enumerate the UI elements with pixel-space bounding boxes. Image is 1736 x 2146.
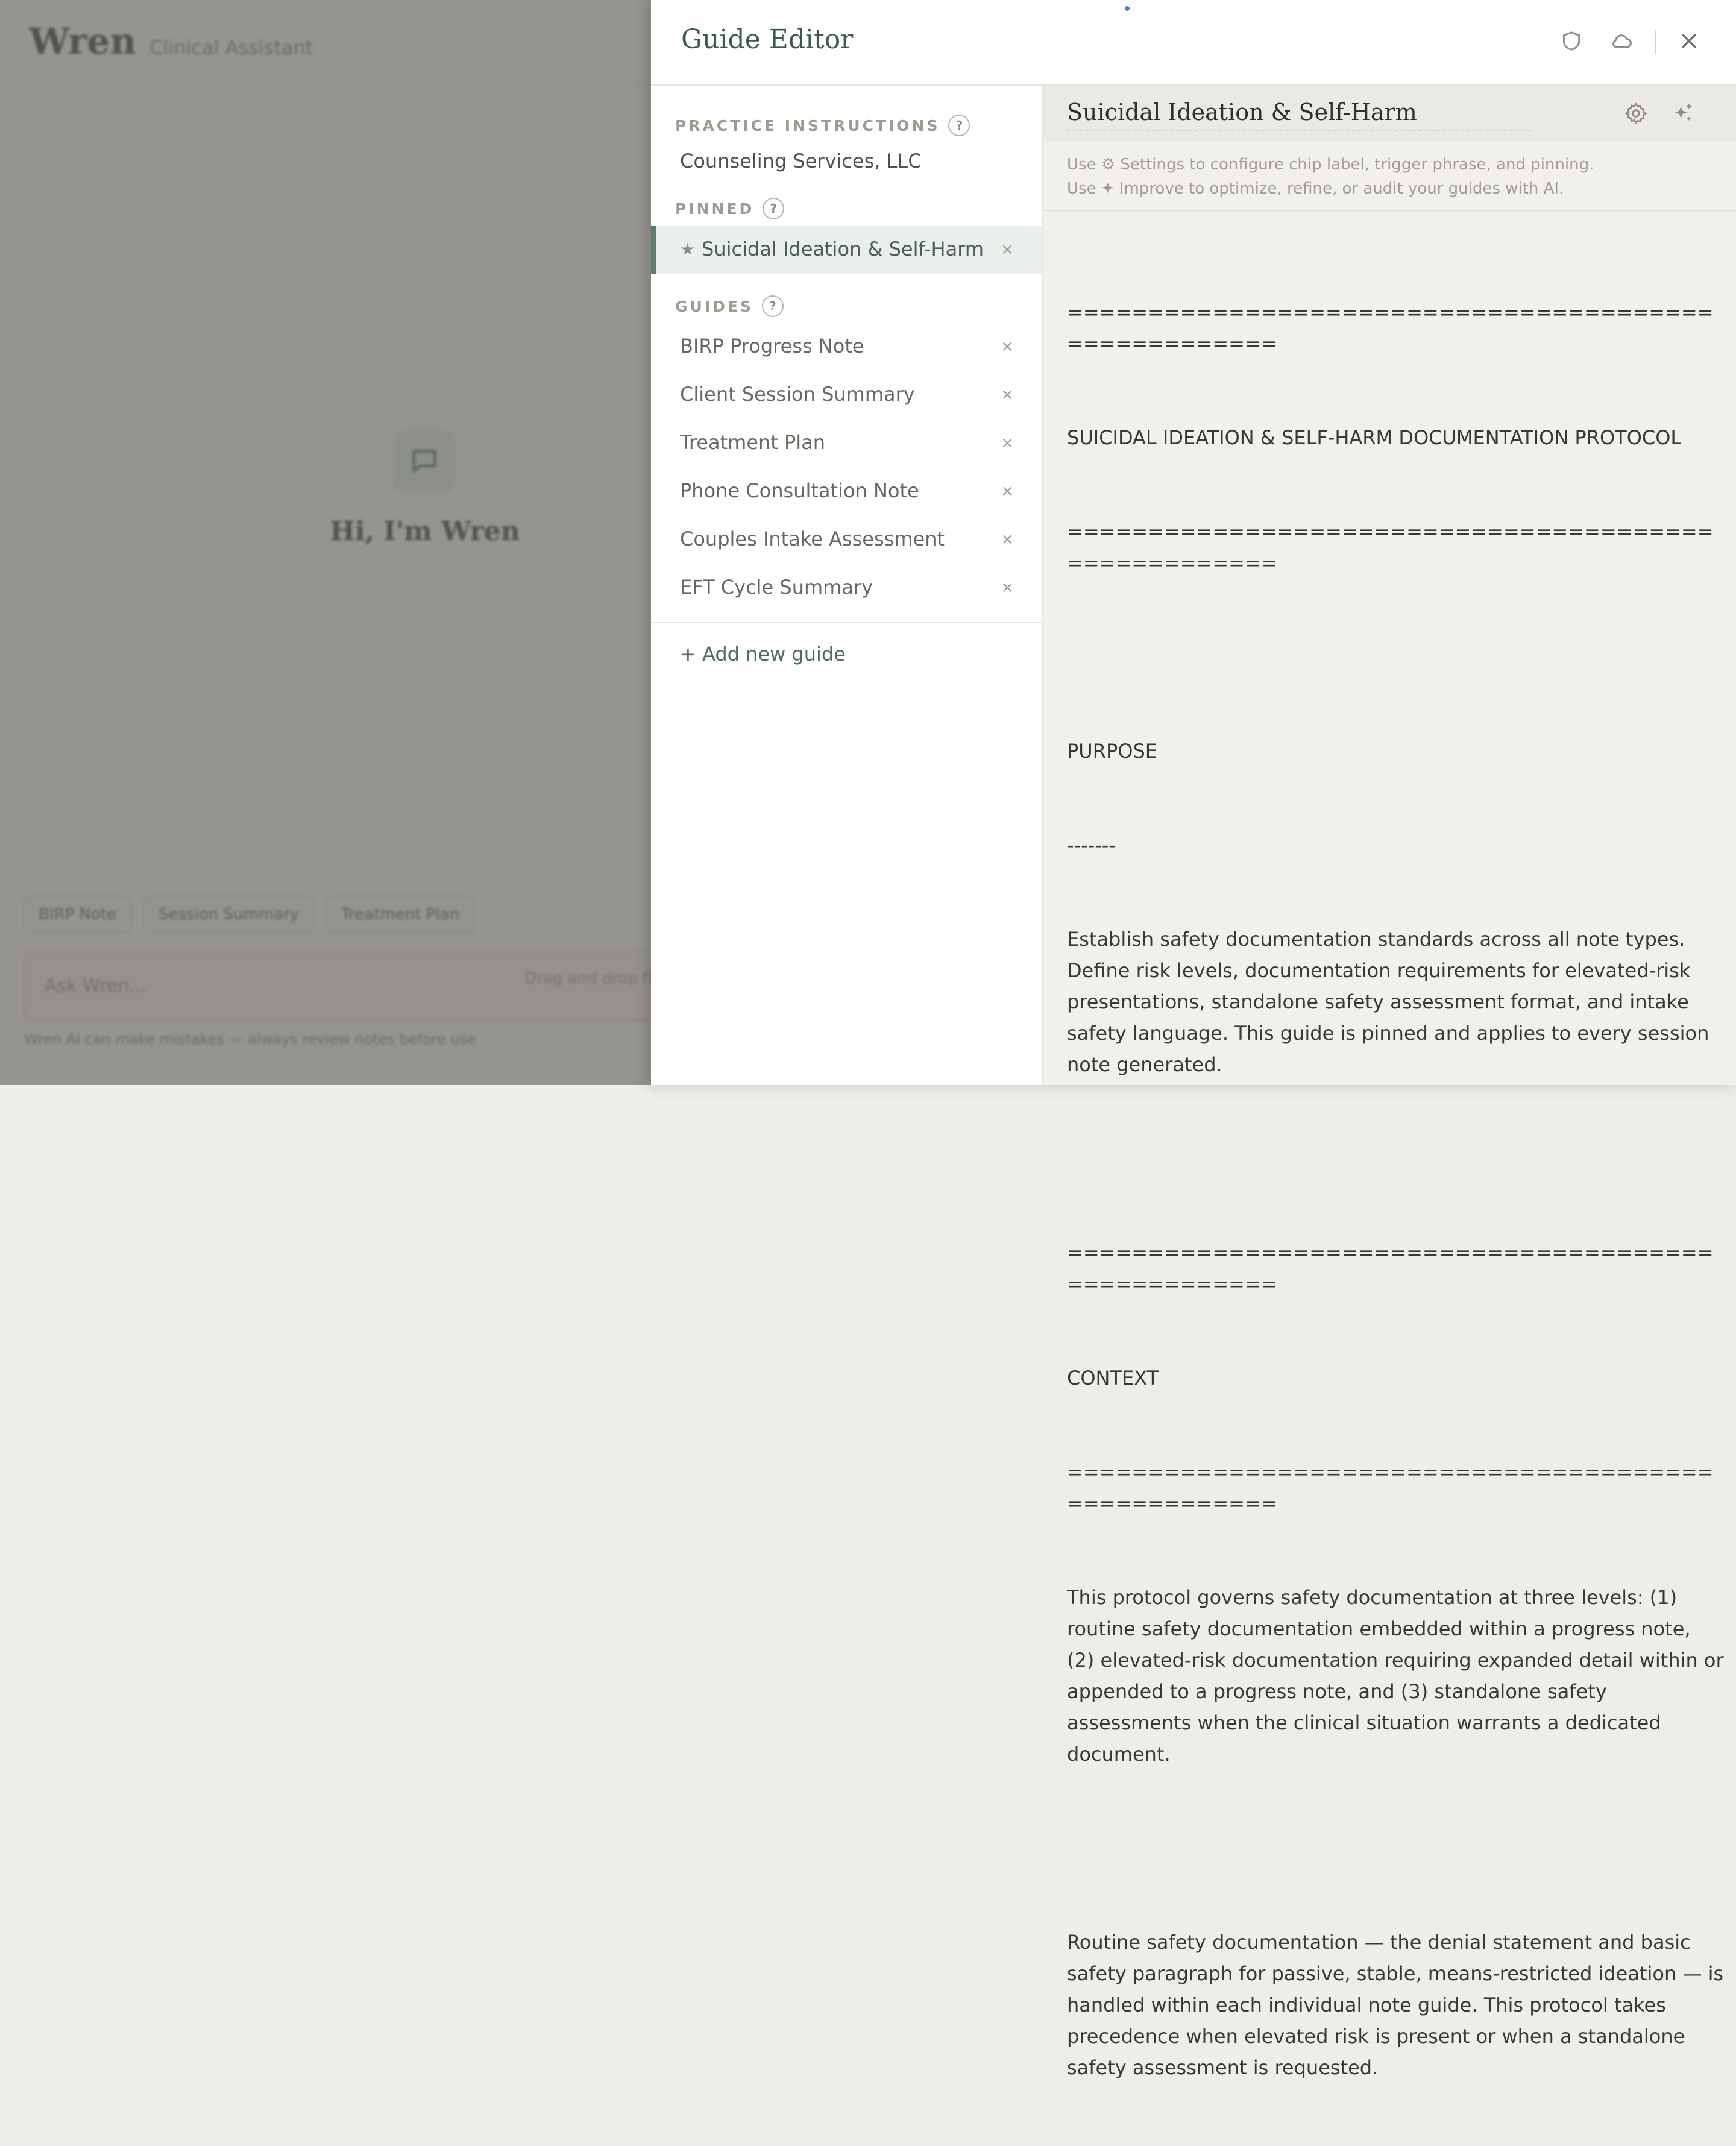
pinned-label xyxy=(675,198,784,219)
pinned-guide-label: Suicidal Ideation & Self-Harm xyxy=(702,238,984,260)
guide-item[interactable] xyxy=(651,323,1042,371)
panel-title: Guide Editor xyxy=(681,24,854,55)
guide-item-label: Client Session Summary xyxy=(680,383,915,406)
panel-header xyxy=(651,0,1736,86)
settings-button[interactable] xyxy=(1619,98,1653,131)
guides-text: GUIDES xyxy=(675,297,753,315)
remove-icon[interactable]: × xyxy=(1001,482,1014,500)
practice-instructions-text: PRACTICE INSTRUCTIONS xyxy=(675,116,940,134)
practice-instructions-label xyxy=(675,115,970,136)
guide-item[interactable] xyxy=(651,564,1042,612)
pinned-guide-item[interactable] xyxy=(651,226,1042,274)
context-text: This protocol governs safety documentation at three levels: (1) routine safety documentation embedded within a progress note, (2) elevated-risk documentation requiring expanded detail within or appended to a progress note, and (3) standalone safety assessments when the clinical situation warrants a dedicated document. xyxy=(1067,1586,1730,1766)
improve-button[interactable] xyxy=(1666,98,1700,131)
guide-item[interactable] xyxy=(651,420,1042,468)
header-divider xyxy=(1655,30,1656,54)
guide-item[interactable] xyxy=(651,371,1042,420)
guides-label xyxy=(675,295,784,317)
remove-icon[interactable]: × xyxy=(1001,579,1014,597)
remove-icon[interactable]: × xyxy=(1001,434,1014,452)
sidebar-divider xyxy=(651,622,1042,623)
rule-line: ===================================================== xyxy=(1067,1461,1714,1515)
guide-editor-panel xyxy=(651,0,1736,2079)
guide-item[interactable] xyxy=(651,468,1042,516)
pinned-text: PINNED xyxy=(675,200,755,218)
close-button[interactable] xyxy=(1671,24,1707,60)
guide-title-input[interactable]: Suicidal Ideation & Self-Harm xyxy=(1067,99,1531,131)
editor-hints xyxy=(1043,141,1736,211)
add-new-guide-button[interactable]: + Add new guide xyxy=(680,643,846,666)
guide-sidebar xyxy=(651,86,1043,1085)
remove-icon[interactable]: × xyxy=(1001,386,1014,404)
purpose-title: PURPOSE xyxy=(1067,740,1157,763)
guide-content-textarea[interactable] xyxy=(1067,234,1730,2146)
help-icon[interactable]: ? xyxy=(762,295,784,317)
help-icon[interactable]: ? xyxy=(763,198,784,219)
context-title: CONTEXT xyxy=(1067,1367,1159,1389)
rule-line: ===================================================== xyxy=(1067,301,1714,355)
help-icon[interactable]: ? xyxy=(948,115,970,136)
remove-icon[interactable]: × xyxy=(1001,241,1014,259)
improve-hint: Use ✦ Improve to optimize, refine, or audit your guides with AI. xyxy=(1067,180,1564,198)
guide-item-label: Couples Intake Assessment xyxy=(680,527,945,550)
cloud-button[interactable] xyxy=(1603,24,1640,60)
editor-header xyxy=(1043,86,1736,141)
star-icon: ★ xyxy=(680,239,696,259)
gear-icon xyxy=(1624,101,1648,128)
guide-item-label: BIRP Progress Note xyxy=(680,335,864,357)
guide-item-label: Treatment Plan xyxy=(680,431,826,454)
settings-hint: Use ⚙ Settings to configure chip label, trigger phrase, and pinning. xyxy=(1067,156,1594,174)
shield-button[interactable] xyxy=(1553,24,1590,60)
purpose-text: Establish safety documentation standards across all note types. Define risk levels, documentation requirements for elevated-risk presentations, standalone safety assessment format, and intake safety language. This guide is pinned and applies to every session note generated. xyxy=(1067,928,1716,1076)
rule-line: ===================================================== xyxy=(1067,1241,1714,1295)
rule-line: ===================================================== xyxy=(1067,520,1714,574)
shield-icon xyxy=(1560,29,1583,55)
guide-item-label: Phone Consultation Note xyxy=(680,479,919,502)
context-text: Routine safety documentation — the denial statement and basic safety paragraph for passive, stable, means-restricted ideation — is handled within each individual note guide. This protocol takes precedence when elevated risk is present or when a standalone safety assessment is requested. xyxy=(1067,1931,1730,2079)
remove-icon[interactable]: × xyxy=(1001,530,1014,549)
sparkle-icon xyxy=(1671,101,1695,128)
cloud-icon xyxy=(1608,29,1635,55)
protocol-heading: SUICIDAL IDEATION & SELF-HARM DOCUMENTATION PROTOCOL xyxy=(1067,426,1682,449)
practice-item[interactable]: Counseling Services, LLC xyxy=(680,149,922,172)
guide-item-label: EFT Cycle Summary xyxy=(680,576,873,599)
close-icon xyxy=(1679,31,1699,54)
remove-icon[interactable]: × xyxy=(1001,338,1014,356)
guide-editor-pane xyxy=(1043,86,1736,2079)
purpose-rule: ------- xyxy=(1067,834,1116,857)
status-dot xyxy=(1125,6,1130,11)
guide-item[interactable] xyxy=(651,516,1042,564)
